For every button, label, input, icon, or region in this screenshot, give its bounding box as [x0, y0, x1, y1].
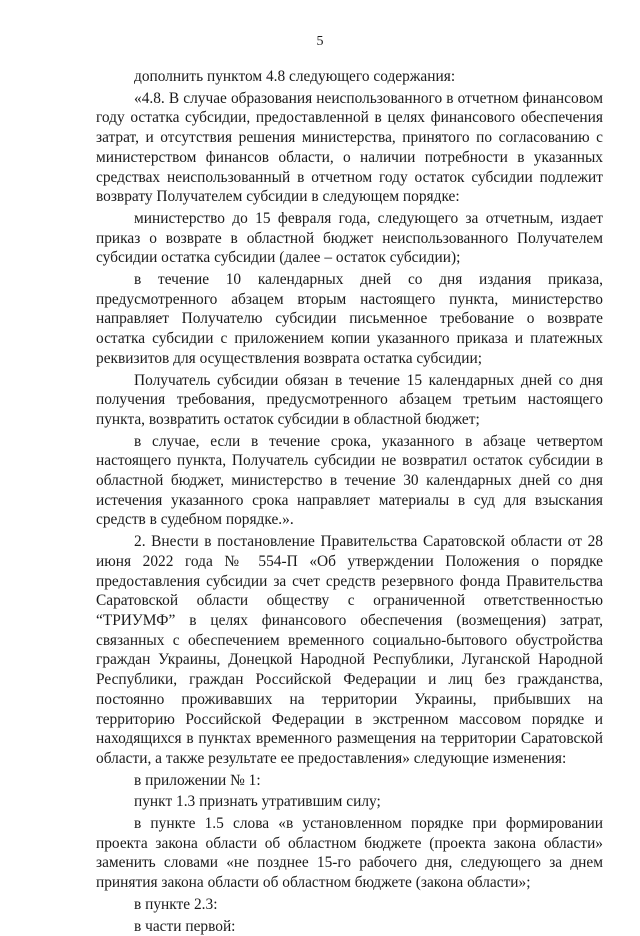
paragraph: в пункте 2.3: — [134, 895, 218, 913]
document-body — [96, 67, 603, 936]
paragraph: в части первой: — [134, 917, 236, 935]
paragraph: пункт 1.3 признать утратившим силу; — [134, 793, 381, 811]
paragraph: дополнить пунктом 4.8 следующего содержания: — [134, 68, 456, 85]
paragraph: «4.8. В случае образования неиспользованного в отчетном финансовом году остатка субсидии, предоставленной в целях финансового обеспечения затрат, и отсутствия решения министерства, принятого по согласованию с министерством финансов области, о наличии потребности в указанных средствах неиспользованный в отчетном году остаток субсидии подлежит возврату Получателем субсидии в следующем порядке: — [96, 89, 603, 206]
paragraph: в течение 10 календарных дней со дня издания приказа, предусмотренного абзацем вторым настоящего пункта, министерство направляет Получателю субсидии письменное требование о возврате остатка субсидии с приложением копии указанного приказа и платежных реквизитов для осуществления возврата остатка субсидии; — [96, 271, 603, 367]
paragraph: в случае, если в течение срока, указанного в абзаце четвертом настоящего пункта, Получатель субсидии не возвратил остаток субсидии в областной бюджет, министерство в течение 30 календарных дней со дня истечения указанного срока направляет материалы в суд для взыскания средств в судебном порядке.». — [96, 432, 603, 529]
paragraph: Получатель субсидии обязан в течение 15 календарных дней со дня получения требования, предусмотренного абзацем третьим настоящего пункта, возвратить остаток субсидии в областной бюджет; — [96, 371, 603, 428]
page-number: 5 — [316, 34, 324, 49]
paragraph: в пункте 1.5 слова «в установленном порядке при формировании проекта закона области об областном бюджете (проекта закона области» заменить словами «не позднее 15-го рабочего дня, следующего за днем принятия закона области об областном бюджете (закона области»; — [96, 815, 603, 892]
paragraph: министерство до 15 февраля года, следующего за отчетным, издает приказ о возврате в областной бюджет неиспользованного Получателем субсидии остатка субсидии (далее – остаток субсидии); — [96, 209, 603, 267]
paragraph: в приложении № 1: — [134, 771, 261, 789]
paragraph: 2. Внести в постановление Правительства Саратовской области от 28 июня 2022 года № 554-П «Об утверждении Положения о порядке предоставления субсидии за счет средств резервного фонда Правительства Саратовской области обществу с ограниченной ответственностью “ТРИУМФ” в целях финансового обеспечения (возмещения) затрат, связанных с обеспечением временного социально-бытового обустройства граждан Украины, Донецкой Народной Республики, Луганской Народной Республики, граждан Российской Федерации и лиц без гражданства, постоянно проживавших на территории Украины, прибывших на территорию Российской Федерации в экстренном массовом порядке и находящихся в пунктах временного размещения на территории Саратовской области, а также результате ее предоставления» следующие изменения: — [96, 533, 603, 767]
